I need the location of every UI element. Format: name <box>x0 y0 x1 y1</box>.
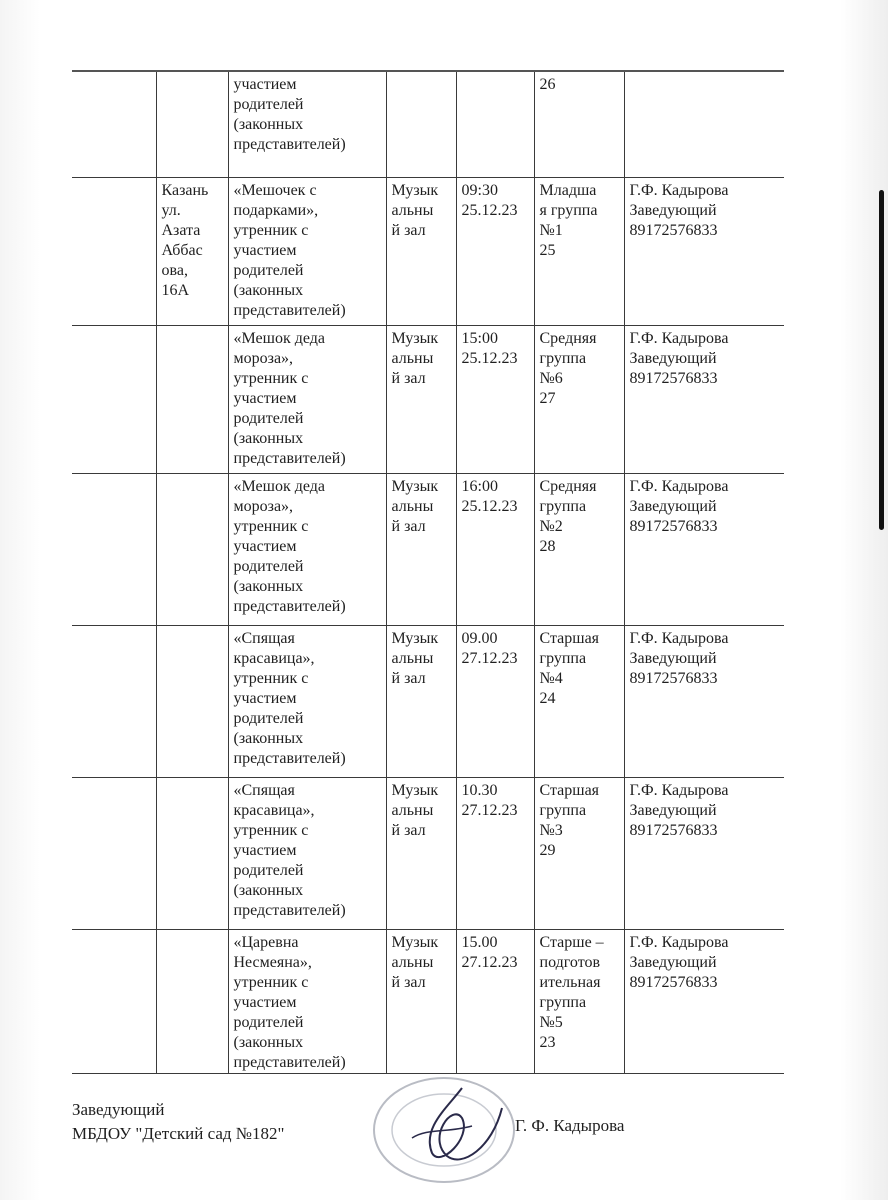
event-line: утренник с <box>233 669 309 687</box>
contact-cell <box>624 625 784 777</box>
datetime-cell <box>456 625 534 777</box>
contact-cell <box>624 71 784 177</box>
address-cell <box>156 177 228 325</box>
event-line: (законных <box>233 729 304 747</box>
group-line: 24 <box>539 689 556 707</box>
event-line: «Мешочек с <box>233 181 317 199</box>
event-line: утренник с <box>233 517 309 535</box>
event-line: представителей) <box>233 449 346 467</box>
event-line: красавица», <box>233 649 315 667</box>
address-line: 16А <box>161 281 190 299</box>
contact-line: Г.Ф. Кадырова <box>629 329 729 347</box>
place-line: й зал <box>391 221 426 239</box>
event-line: представителей) <box>233 301 346 319</box>
contact-line: 89172576833 <box>629 517 718 535</box>
group-line: группа <box>539 349 587 367</box>
group-line: я группа <box>539 201 598 219</box>
place-line: й зал <box>391 669 426 687</box>
contact-line: Заведующий <box>629 201 717 219</box>
group-cell <box>534 177 624 325</box>
event-line: «Царевна <box>233 933 299 951</box>
table-row <box>72 929 784 1073</box>
group-cell <box>534 473 624 625</box>
footer-signature-name: Г. Ф. Кадырова <box>515 1116 625 1135</box>
place-cell <box>386 177 456 325</box>
place-line: Музык <box>391 477 439 495</box>
datetime-line: 15.00 <box>461 933 498 951</box>
datetime-cell <box>456 473 534 625</box>
event-line: родителей <box>233 96 304 113</box>
event-line: мороза», <box>233 349 294 367</box>
group-line: Старше – <box>539 933 604 951</box>
group-line: 23 <box>539 1033 556 1051</box>
address-line: Казань <box>161 181 209 199</box>
datetime-line: 25.12.23 <box>461 201 518 219</box>
address-cell <box>156 625 228 777</box>
contact-line: 89172576833 <box>629 973 718 991</box>
group-line: №6 <box>539 369 563 387</box>
datetime-line: 27.12.23 <box>461 801 518 819</box>
group-line: группа <box>539 649 587 667</box>
empty-cell <box>72 625 156 777</box>
address-line: Аббас <box>161 241 203 259</box>
datetime-line: 09:30 <box>461 181 498 199</box>
place-line: й зал <box>391 517 426 535</box>
place-cell <box>386 473 456 625</box>
event-line: подарками», <box>233 201 319 219</box>
event-line: Несмеяна», <box>233 953 312 971</box>
group-cell <box>534 71 624 177</box>
address-cell <box>156 777 228 929</box>
table-row <box>72 71 784 177</box>
place-line: й зал <box>391 973 426 991</box>
group-line: №4 <box>539 669 563 687</box>
empty-cell <box>72 71 156 177</box>
datetime-line: 10.30 <box>461 781 498 799</box>
place-line: альны <box>391 201 434 219</box>
contact-cell <box>624 473 784 625</box>
group-line: группа <box>539 801 587 819</box>
event-line: утренник с <box>233 369 309 387</box>
event-line: участием <box>233 689 297 707</box>
scrollbar[interactable] <box>879 190 884 530</box>
event-line: «Спящая <box>233 629 295 647</box>
event-line: представителей) <box>233 136 346 153</box>
datetime-line: 25.12.23 <box>461 497 518 515</box>
contact-line: Г.Ф. Кадырова <box>629 781 729 799</box>
contact-cell <box>624 929 784 1073</box>
table-row <box>72 473 784 625</box>
datetime-line: 27.12.23 <box>461 649 518 667</box>
contact-line: 89172576833 <box>629 669 718 687</box>
address-cell <box>156 71 228 177</box>
contact-line: 89172576833 <box>629 369 718 387</box>
event-line: родителей <box>233 861 304 879</box>
place-line: альны <box>391 801 434 819</box>
event-line: (законных <box>233 881 304 899</box>
event-cell <box>228 177 386 325</box>
event-line: (законных <box>233 116 304 133</box>
empty-cell <box>72 177 156 325</box>
place-line: Музык <box>391 181 439 199</box>
datetime-cell <box>456 777 534 929</box>
event-line: родителей <box>233 261 304 279</box>
contact-line: Г.Ф. Кадырова <box>629 181 729 199</box>
event-cell <box>228 929 386 1073</box>
event-line: представителей) <box>233 749 346 767</box>
events-table <box>72 70 784 1074</box>
address-cell <box>156 325 228 473</box>
group-line: №5 <box>539 1013 563 1031</box>
datetime-cell <box>456 929 534 1073</box>
place-line: Музык <box>391 781 439 799</box>
group-line: подготов <box>539 953 601 971</box>
event-line: красавица», <box>233 801 315 819</box>
event-cell <box>228 71 386 177</box>
place-cell <box>386 325 456 473</box>
empty-cell <box>72 777 156 929</box>
group-line: Средняя <box>539 477 597 495</box>
datetime-cell <box>456 71 534 177</box>
event-line: родителей <box>233 409 304 427</box>
datetime-cell <box>456 325 534 473</box>
place-line: альны <box>391 497 434 515</box>
event-line: представителей) <box>233 597 346 615</box>
place-line: альны <box>391 953 434 971</box>
contact-line: Г.Ф. Кадырова <box>629 477 729 495</box>
datetime-line: 15:00 <box>461 329 498 347</box>
empty-cell <box>72 473 156 625</box>
datetime-line: 09.00 <box>461 629 498 647</box>
group-line: Старшая <box>539 629 600 647</box>
datetime-cell <box>456 177 534 325</box>
contact-line: 89172576833 <box>629 221 718 239</box>
event-line: представителей) <box>233 1053 346 1071</box>
group-line: Средняя <box>539 329 597 347</box>
contact-line: Заведующий <box>629 497 717 515</box>
group-line: Младша <box>539 181 597 199</box>
place-cell <box>386 71 456 177</box>
event-line: (законных <box>233 1033 304 1051</box>
event-cell <box>228 473 386 625</box>
contact-line: Заведующий <box>629 953 717 971</box>
group-line: группа <box>539 497 587 515</box>
place-line: альны <box>391 649 434 667</box>
group-line: 27 <box>539 389 556 407</box>
place-cell <box>386 929 456 1073</box>
event-line: родителей <box>233 1013 304 1031</box>
event-cell <box>228 777 386 929</box>
group-line: 25 <box>539 241 556 259</box>
place-cell <box>386 625 456 777</box>
table-row <box>72 177 784 325</box>
contact-line: Заведующий <box>629 349 717 367</box>
table-row <box>72 777 784 929</box>
event-line: участием <box>233 841 297 859</box>
address-cell <box>156 473 228 625</box>
event-cell <box>228 325 386 473</box>
group-cell <box>534 777 624 929</box>
group-line: №1 <box>539 221 563 239</box>
table-row <box>72 625 784 777</box>
group-line: группа <box>539 993 587 1011</box>
event-line: родителей <box>233 709 304 727</box>
place-cell <box>386 777 456 929</box>
event-line: представителей) <box>233 901 346 919</box>
place-line: й зал <box>391 821 426 839</box>
group-cell <box>534 325 624 473</box>
event-line: родителей <box>233 557 304 575</box>
event-line: участием <box>233 76 297 93</box>
event-line: участием <box>233 389 297 407</box>
datetime-line: 16:00 <box>461 477 498 495</box>
address-cell <box>156 929 228 1073</box>
address-line: Азата <box>161 221 201 239</box>
stamp-signature-image <box>352 1068 532 1188</box>
event-line: мороза», <box>233 497 294 515</box>
datetime-line: 27.12.23 <box>461 953 518 971</box>
event-line: (законных <box>233 577 304 595</box>
contact-line: Заведующий <box>629 801 717 819</box>
group-line: №3 <box>539 821 563 839</box>
table-row <box>72 325 784 473</box>
event-line: «Спящая <box>233 781 295 799</box>
address-line: ова, <box>161 261 188 279</box>
empty-cell <box>72 929 156 1073</box>
event-line: утренник с <box>233 221 309 239</box>
event-line: утренник с <box>233 973 309 991</box>
event-line: участием <box>233 241 297 259</box>
contact-cell <box>624 325 784 473</box>
place-line: альны <box>391 349 434 367</box>
contact-cell <box>624 777 784 929</box>
group-line: №2 <box>539 517 563 535</box>
event-line: (законных <box>233 281 304 299</box>
group-line: Старшая <box>539 781 600 799</box>
footer-organization: МБДОУ "Детский сад №182" <box>72 1124 285 1143</box>
contact-line: Г.Ф. Кадырова <box>629 933 729 951</box>
event-cell <box>228 625 386 777</box>
contact-line: Заведующий <box>629 649 717 667</box>
event-line: «Мешок деда <box>233 329 325 347</box>
footer-position: Заведующий <box>72 1100 165 1119</box>
place-line: Музык <box>391 629 439 647</box>
group-line: ительная <box>539 973 601 991</box>
group-cell <box>534 929 624 1073</box>
empty-cell <box>72 325 156 473</box>
event-line: утренник с <box>233 821 309 839</box>
place-line: Музык <box>391 933 439 951</box>
group-cell <box>534 625 624 777</box>
address-line: ул. <box>161 201 181 219</box>
event-line: (законных <box>233 429 304 447</box>
event-line: участием <box>233 993 297 1011</box>
contact-cell <box>624 177 784 325</box>
contact-line: Г.Ф. Кадырова <box>629 629 729 647</box>
group-line: 26 <box>539 76 556 93</box>
event-line: «Мешок деда <box>233 477 325 495</box>
group-line: 28 <box>539 537 556 555</box>
footer-signature-block <box>72 1098 284 1146</box>
group-line: 29 <box>539 841 556 859</box>
event-line: участием <box>233 537 297 555</box>
place-line: Музык <box>391 329 439 347</box>
contact-line: 89172576833 <box>629 821 718 839</box>
place-line: й зал <box>391 369 426 387</box>
datetime-line: 25.12.23 <box>461 349 518 367</box>
